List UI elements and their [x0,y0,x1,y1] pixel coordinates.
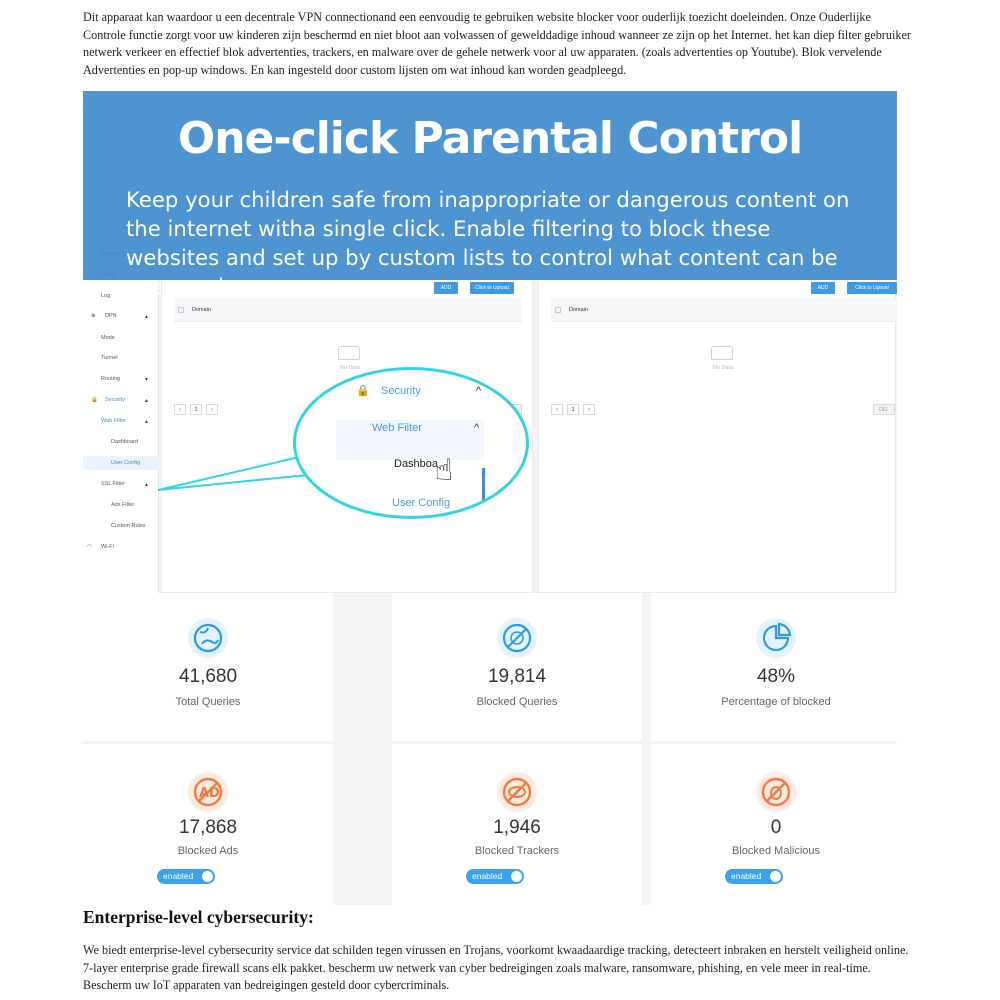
add-button-right[interactable]: ADD [811,282,835,294]
stat-value: 19,814 [487,666,547,687]
sidebar-item[interactable] [101,481,149,488]
sidebar-item[interactable] [111,523,146,529]
sidebar-item[interactable] [111,460,140,466]
sidebar-item-label: Custom Rules [111,523,146,529]
zoom-user-config-item[interactable]: User Config [392,497,451,509]
zoom-lock-icon: 🔒 [356,385,370,397]
sidebar-item-icon: ◠ [87,544,92,550]
banner-title: One-click Parental Control [177,113,803,164]
stat-card [651,744,901,905]
toggle-label: enabled [472,871,503,881]
toggle-knob [202,871,213,882]
sidebar-item[interactable] [101,418,149,425]
sidebar-item[interactable] [101,293,110,299]
sidebar-item-label: Web Filter [101,418,126,424]
sidebar-item-label: Dashboard [111,439,138,445]
toggle-label: enabled [731,871,762,881]
filter-enabled-toggle[interactable] [157,869,215,884]
toggle-label: enabled [163,871,194,881]
table-header-right [551,298,897,322]
globe-icon [188,618,228,658]
no-data-label: No Data [339,365,361,371]
stat-card [392,744,642,905]
bug-block-icon [756,772,796,812]
stat-value: 41,680 [178,666,238,687]
filter-enabled-toggle[interactable] [725,869,783,884]
magnifier-connector [158,455,318,495]
ad-block-icon [188,772,228,812]
sidebar-item-label: User Config [111,460,141,466]
section-heading: Enterprise-level cybersecurity: [83,907,314,927]
chevron-icon: ▴ [145,482,149,488]
zoom-web-filter-item[interactable]: Web Filter [372,422,422,434]
chevron-icon: ▴ [145,314,149,320]
toggle-knob [770,871,781,882]
stat-card [83,744,333,905]
stat-label: Blocked Ads [177,845,239,857]
next-page-button[interactable]: › [206,404,218,415]
column-domain: Domain [192,307,211,313]
sidebar-item-label: Security [105,397,125,403]
stat-card [392,593,642,741]
section-paragraph: We biedt enterprise-level cybersecurity service dat schilden tegen virussen en Trojans, voorkomt kwaadaardige tracking, detecteert inbraken en herstelt veiligheid online. 7-layer enterprise grade firewall scans elk pakket. bescherm uw netwerk van cyber bedreigingen zoals malware, ransomware, phishing, en vele meer in real-time. Bescherm uw IoT apparaten van bedreigingen gesteld door cybercriminals. [83,943,909,993]
pagination-right [551,404,595,415]
zoom-security-item[interactable]: Security [381,385,421,397]
select-all-checkbox[interactable] [178,307,184,313]
stat-value: 1,946 [493,817,541,838]
stat-label: Total Queries [175,696,241,708]
sidebar-item-label: Routing [101,376,120,382]
select-all-checkbox[interactable] [555,307,561,313]
stat-label: Blocked Queries [476,696,558,708]
empty-tray-icon [711,346,733,360]
stat-card [83,593,333,741]
chevron-icon: ▴ [145,398,149,404]
sidebar-item-label: Mode [101,335,115,341]
eye-block-icon [497,772,537,812]
sidebar-item[interactable] [101,335,115,341]
upload-button-left[interactable]: Click to Upload [470,282,514,294]
sidebar-item-label: Log [101,293,111,299]
sidebar-item-label: Wi-Fi [101,544,114,550]
intro-paragraph: Dit apparaat kan waardoor u een decentrale VPN connectionand een eenvoudig te gebruiken website blocker voor ouderlijk toezicht doeleinden. Onze Ouderlijke Controle functie zorgt voor uw kinderen zijn beschermd en niet bloot aan volwassen of gewelddadige inhoud wanneer ze zijn op het Internet. het kan diep filter gebruiker netwerk verkeer en effectief blok advertenties, trackers, en malware over de gehele netwerk voor al uw apparaten. (zoals advertenties op Youtube). Blok vervelende Advertenties en pop-up windows. En kan ingesteld door custom lijsten om wat inhoud kan worden geadpleegd. [83,10,911,77]
stat-label: Blocked Malicious [731,845,821,857]
sidebar-item-icon: 🔒 [91,397,98,403]
sidebar-item[interactable] [111,502,134,508]
sidebar-item-icon: ⊕ [91,313,96,319]
pointer-hand-icon: ☝ [435,454,454,487]
pagination-left [174,404,218,415]
stat-card [651,593,901,741]
chevron-up-icon: ^ [476,385,482,397]
sidebar-item[interactable] [101,355,118,361]
upload-button-right[interactable]: Click to Upload [847,282,897,294]
column-domain: Domain [569,307,588,313]
stat-value: 0 [770,817,782,838]
delete-button-right[interactable]: DEL [873,404,895,415]
stat-value: 48% [756,666,796,687]
svg-text:AD: AD [199,786,220,801]
prev-page-button[interactable]: ‹ [174,404,186,415]
no-data-label: No Data [712,365,734,371]
chevron-up-icon: ^ [474,422,480,434]
pie-icon [756,618,796,658]
sidebar-item[interactable] [91,397,149,404]
zoom-dashboard-item[interactable]: Dashboa [394,458,439,470]
sidebar-item[interactable] [111,439,138,445]
add-button-left[interactable]: ADD [434,282,458,294]
sidebar-item[interactable] [87,544,114,550]
stat-value: 17,868 [178,817,238,838]
page-number-button[interactable]: 1 [190,404,202,415]
prev-page-button[interactable]: ‹ [551,404,563,415]
table-header-left [174,298,522,322]
sidebar-item[interactable] [91,313,149,320]
banner-subtitle: Keep your children safe from inappropriate or dangerous content on the internet witha single click. Enable filtering to block these websites and set up by custom lists to control what content can be accessed. [126,187,850,299]
page-number-button[interactable]: 1 [567,404,579,415]
toggle-knob [511,871,522,882]
parental-control-screenshot [83,91,897,593]
sidebar-item-label: Ads Filter [111,502,135,508]
zoom-scroll-indicator [482,468,485,506]
blocked-globe-icon [497,618,537,658]
sidebar-item-label: SSL Filter [101,481,125,487]
stats-grid [83,593,897,905]
empty-tray-icon [338,346,360,360]
stat-label: Percentage of blocked [721,696,831,708]
chevron-icon: ▾ [145,377,149,383]
next-page-button[interactable]: › [583,404,595,415]
chevron-icon: ▴ [145,419,149,425]
magnified-menu [293,367,529,519]
filter-enabled-toggle[interactable] [466,869,524,884]
sidebar-item-label: Tunnel [101,355,118,361]
sidebar-item-label: DPN [105,313,117,319]
stat-label: Blocked Trackers [474,845,560,857]
sidebar-item[interactable] [101,376,149,383]
